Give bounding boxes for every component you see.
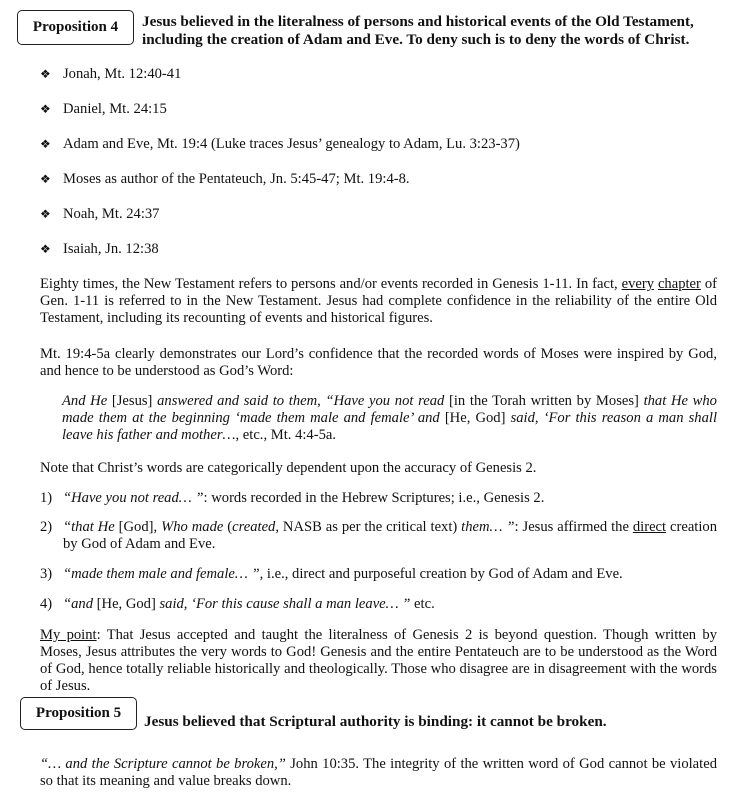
bullet-text: Noah, Mt. 24:37 <box>63 206 160 222</box>
item-roman: : words recorded in the Hebrew Scriptures; i.e., Genesis 2. <box>203 490 545 506</box>
numbered-item-1 <box>40 490 717 507</box>
proposition-5-label: Proposition 5 <box>35 705 122 721</box>
bullet-text: Jonah, Mt. 12:40-41 <box>63 66 182 82</box>
underlined-chapter: chapter <box>657 276 701 292</box>
quote-roman: , etc., Mt. 4:4-5a. <box>235 427 336 443</box>
final-italic: “… and the Scripture cannot be broken,” <box>40 756 286 772</box>
item-roman: creation by God of Adam and Eve. <box>63 519 717 552</box>
my-point-paragraph <box>40 627 717 695</box>
bullet-item <box>40 136 520 153</box>
bullet-text: Daniel, Mt. 24:15 <box>63 101 167 117</box>
item-roman: ( <box>223 519 233 535</box>
final-roman: John 10:35. The integrity of the written word of God cannot be violated so that its meaning and value breaks down. <box>40 756 717 789</box>
quote-italic: that He who made them at the beginning ‘made them male and female’ and <box>62 393 717 426</box>
proposition-4-label-box <box>17 10 134 45</box>
item-number: 2) <box>40 519 53 535</box>
final-paragraph <box>40 756 717 790</box>
four-petal-diamond-icon: ❖ <box>40 137 51 151</box>
item-italic: “made them male and female… ” <box>63 566 260 582</box>
four-petal-diamond-icon: ❖ <box>40 172 51 186</box>
proposition-4-label: Proposition 4 <box>32 19 119 35</box>
four-petal-diamond-icon: ❖ <box>40 67 51 81</box>
proposition-5-label-box <box>20 697 137 730</box>
my-point-label: My point <box>40 627 97 643</box>
item-italic: said, ‘For this cause shall a man leave… ” <box>159 596 411 612</box>
item-italic: them… ” <box>461 519 515 535</box>
proposition-5-heading: Jesus believed that Scriptural authority is binding: it cannot be broken. <box>144 713 607 730</box>
quote-roman: [Jesus] <box>107 393 158 409</box>
item-number: 1) <box>40 490 53 506</box>
bullet-item <box>40 241 159 258</box>
underlined-direct: direct <box>632 519 667 535</box>
numbered-item-4 <box>40 596 717 613</box>
item-italic: “that He <box>63 519 115 535</box>
quote-italic: answered and said to them, “Have you not read <box>157 393 445 409</box>
item-italic: “Have you not read… ” <box>63 490 204 506</box>
bullet-item <box>40 66 181 83</box>
bullet-item <box>40 101 167 118</box>
bullet-text: Isaiah, Jn. 12:38 <box>63 241 159 257</box>
item-roman: : Jesus affirmed the <box>514 519 633 535</box>
note-paragraph: Note that Christ’s words are categorically dependent upon the accuracy of Genesis 2. <box>40 460 537 476</box>
paragraph-text: Eighty times, the New Testament refers to persons and/or events recorded in Genesis 1-11. In fact, <box>40 276 622 292</box>
four-petal-diamond-icon: ❖ <box>40 242 51 256</box>
item-roman: [God], <box>114 519 162 535</box>
scripture-quote <box>62 393 717 444</box>
item-roman: , i.e., direct and purposeful creation by God of Adam and Eve. <box>259 566 623 582</box>
quote-roman: [He, God] <box>439 410 511 426</box>
bullet-text: Moses as author of the Pentateuch, Jn. 5:45-47; Mt. 19:4-8. <box>63 171 410 187</box>
bullet-text: Adam and Eve, Mt. 19:4 (Luke traces Jesus’ genealogy to Adam, Lu. 3:23-37) <box>63 136 520 152</box>
item-text <box>63 519 717 553</box>
bullet-item <box>40 171 410 188</box>
item-italic: Who made <box>161 519 224 535</box>
bullet-item <box>40 206 159 223</box>
item-text <box>63 596 717 613</box>
four-petal-diamond-icon: ❖ <box>40 207 51 221</box>
item-text <box>63 566 717 583</box>
paragraph-text: of Gen. 1-11 is referred to in the New Testament. Jesus had complete confidence in the reliability of the entire Old Testament, including its recounting of events and historical figures. <box>40 276 717 326</box>
quote-roman: [in the Torah written by Moses] <box>444 393 644 409</box>
item-roman: , NASB as per the critical text) <box>275 519 462 535</box>
item-roman: [He, God] <box>93 596 160 612</box>
item-italic: created <box>232 519 276 535</box>
proposition-4-heading-line2: including the creation of Adam and Eve. To deny such is to deny the words of Christ. <box>142 31 690 48</box>
quote-italic: said, ‘For this reason a man shall leave his father and mother… <box>62 410 718 443</box>
numbered-item-2 <box>40 519 717 553</box>
four-petal-diamond-icon: ❖ <box>40 102 51 116</box>
quote-italic: And He <box>62 393 108 409</box>
paragraph-mt-19: Mt. 19:4-5a clearly demonstrates our Lord’s confidence that the recorded words of Moses were inspired by God, and hence to be understood as God’s Word: <box>40 346 717 379</box>
numbered-item-3 <box>40 566 717 583</box>
proposition-4-heading-line1: Jesus believed in the literalness of persons and historical events of the Old Testament, <box>142 13 694 30</box>
item-number: 4) <box>40 596 53 612</box>
paragraph-genesis-references <box>40 276 717 327</box>
item-text <box>63 490 717 507</box>
item-roman: etc. <box>410 596 435 612</box>
underlined-every: every <box>621 276 655 292</box>
my-point-text: : That Jesus accepted and taught the literalness of Genesis 2 is beyond question. Though written by Moses, Jesus attributes the very words to God! Genesis and the entire Pentateuch are to be understood as the Word of God, hence totally reliable historically and theologically. Those who disagree are in disagreement with the words of Jesus. <box>40 627 718 694</box>
item-number: 3) <box>40 566 53 582</box>
proposition-4-heading <box>142 13 720 49</box>
item-italic: “and <box>63 596 94 612</box>
